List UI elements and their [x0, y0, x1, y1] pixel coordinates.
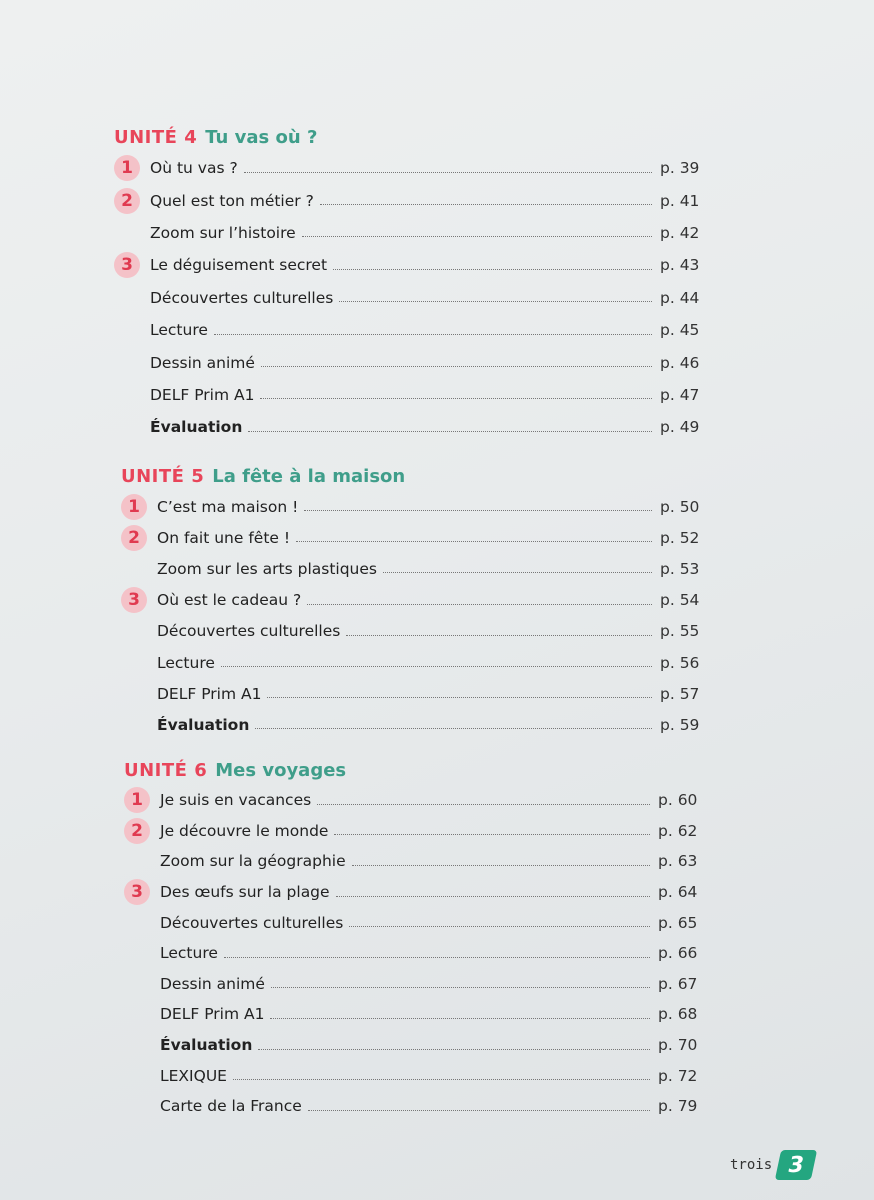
dot-leader	[352, 865, 650, 866]
dot-leader	[334, 834, 650, 835]
dot-leader	[214, 334, 652, 335]
entry-title: Dessin animé	[160, 974, 265, 993]
dot-leader	[270, 1018, 650, 1019]
entry-page: p. 79	[658, 1097, 698, 1116]
toc-entry[interactable]	[121, 152, 702, 184]
page-footer	[730, 1150, 814, 1180]
entry-title: On fait une fête !	[157, 528, 291, 547]
toc-entry[interactable]	[150, 314, 702, 346]
dot-leader	[383, 572, 652, 573]
entry-page: p. 57	[660, 684, 700, 703]
dot-leader	[308, 1110, 650, 1111]
dot-leader	[320, 204, 652, 205]
toc-entry[interactable]	[160, 938, 700, 969]
lesson-number-badge: 2	[124, 818, 150, 844]
entry-title: Découvertes culturelles	[157, 622, 341, 641]
dot-leader	[296, 541, 652, 542]
entry-title: Je découvre le monde	[160, 821, 329, 840]
entry-page: p. 67	[658, 974, 698, 993]
lesson-number-badge: 1	[121, 494, 147, 520]
unit-heading	[124, 755, 700, 785]
entry-page: p. 64	[658, 883, 698, 902]
page-number-badge: 3	[775, 1150, 817, 1180]
entry-page: p. 49	[660, 418, 700, 437]
entry-page: p. 72	[658, 1066, 698, 1085]
toc-entry[interactable]	[131, 816, 700, 847]
entry-title: Zoom sur les arts plastiques	[157, 559, 377, 578]
dot-leader	[307, 604, 652, 605]
entry-title: DELF Prim A1	[157, 684, 262, 703]
toc-entry[interactable]	[131, 785, 700, 816]
dot-leader	[244, 172, 652, 173]
toc-entry[interactable]	[150, 217, 702, 249]
entry-title: Le déguisement secret	[150, 256, 328, 275]
toc-entry[interactable]	[128, 491, 702, 522]
entry-page: p. 39	[660, 159, 700, 178]
entry-title: Des œufs sur la plage	[160, 883, 330, 902]
dot-leader	[271, 987, 650, 988]
entry-page: p. 65	[658, 913, 698, 932]
unit-title: Tu vas où ?	[205, 126, 318, 148]
entry-title: C’est ma maison !	[157, 497, 299, 516]
lesson-number-badge: 1	[114, 155, 140, 181]
unit-heading	[114, 122, 702, 152]
entry-page: p. 66	[658, 944, 698, 963]
dot-leader	[339, 301, 652, 302]
toc-entry[interactable]	[128, 522, 702, 553]
toc-entry[interactable]	[131, 877, 700, 908]
toc-entry[interactable]	[160, 1030, 700, 1061]
dot-leader	[221, 666, 652, 667]
dot-leader	[224, 957, 650, 958]
entry-title: Évaluation	[150, 418, 243, 437]
lesson-number-badge: 2	[121, 525, 147, 551]
entry-page: p. 50	[660, 497, 700, 516]
entry-page: p. 59	[660, 715, 700, 734]
unit-section	[114, 122, 702, 444]
lesson-number-badge: 3	[124, 879, 150, 905]
toc-entry[interactable]	[157, 678, 702, 709]
entry-title: Où est le cadeau ?	[157, 591, 302, 610]
entry-title: Lecture	[150, 321, 208, 340]
lesson-number-badge: 1	[124, 787, 150, 813]
toc-entry[interactable]	[150, 379, 702, 411]
entry-page: p. 62	[658, 821, 698, 840]
toc-entry[interactable]	[150, 282, 702, 314]
entry-page: p. 53	[660, 559, 700, 578]
entry-title: Carte de la France	[160, 1097, 302, 1116]
toc-entry[interactable]	[160, 1060, 700, 1091]
entry-title: Découvertes culturelles	[150, 288, 334, 307]
unit-label: UNITÉ 4	[114, 126, 198, 148]
entry-page: p. 70	[658, 1036, 698, 1055]
entry-title: Découvertes culturelles	[160, 913, 344, 932]
unit-title: La fête à la maison	[212, 465, 406, 487]
dot-leader	[258, 1049, 650, 1050]
entry-page: p. 55	[660, 622, 700, 641]
unit-section	[121, 461, 702, 741]
toc-entry[interactable]	[160, 907, 700, 938]
toc-entry[interactable]	[157, 553, 702, 584]
entry-title: Dessin animé	[150, 353, 255, 372]
entry-page: p. 47	[660, 385, 700, 404]
dot-leader	[267, 697, 652, 698]
toc-entry[interactable]	[128, 585, 702, 616]
toc-entry[interactable]	[157, 616, 702, 647]
entry-title: DELF Prim A1	[160, 1005, 265, 1024]
dot-leader	[233, 1079, 650, 1080]
unit-title: Mes voyages	[215, 759, 347, 781]
toc-entry[interactable]	[157, 647, 702, 678]
dot-leader	[260, 398, 652, 399]
dot-leader	[349, 926, 650, 927]
lesson-number-badge: 2	[114, 188, 140, 214]
dot-leader	[317, 804, 650, 805]
toc-entry[interactable]	[121, 249, 702, 281]
entry-title: Lecture	[160, 944, 218, 963]
entry-title: DELF Prim A1	[150, 385, 255, 404]
entry-page: p. 42	[660, 223, 700, 242]
entry-title: Évaluation	[157, 715, 250, 734]
entry-page: p. 54	[660, 591, 700, 610]
entry-page: p. 41	[660, 191, 700, 210]
dot-leader	[261, 366, 652, 367]
entry-page: p. 46	[660, 353, 700, 372]
entry-page: p. 45	[660, 321, 700, 340]
lesson-number-badge: 3	[121, 587, 147, 613]
dot-leader	[346, 635, 652, 636]
dot-leader	[255, 728, 652, 729]
entry-title: Quel est ton métier ?	[150, 191, 314, 210]
entry-page: p. 43	[660, 256, 700, 275]
unit-section	[124, 755, 700, 1122]
toc-entry[interactable]	[160, 969, 700, 1000]
toc-entry[interactable]	[150, 411, 702, 443]
entry-page: p. 56	[660, 653, 700, 672]
unit-label: UNITÉ 5	[121, 465, 205, 487]
entry-page: p. 63	[658, 852, 698, 871]
entry-page: p. 52	[660, 528, 700, 547]
toc-entry[interactable]	[150, 346, 702, 378]
entry-title: Zoom sur la géographie	[160, 852, 346, 871]
dot-leader	[304, 510, 652, 511]
toc-entry[interactable]	[157, 709, 702, 740]
dot-leader	[336, 896, 650, 897]
toc-entry[interactable]	[121, 184, 702, 216]
entry-page: p. 44	[660, 288, 700, 307]
entry-page: p. 68	[658, 1005, 698, 1024]
unit-heading	[121, 461, 702, 491]
dot-leader	[302, 236, 652, 237]
entry-title: LEXIQUE	[160, 1066, 227, 1085]
page-word: trois	[730, 1157, 773, 1173]
entry-page: p. 60	[658, 791, 698, 810]
entry-title: Lecture	[157, 653, 215, 672]
toc-entry[interactable]	[160, 846, 700, 877]
toc-entry[interactable]	[160, 999, 700, 1030]
entry-title: Je suis en vacances	[160, 791, 312, 810]
lesson-number-badge: 3	[114, 252, 140, 278]
dot-leader	[333, 269, 652, 270]
entry-title: Où tu vas ?	[150, 159, 238, 178]
toc-entry[interactable]	[160, 1091, 700, 1122]
unit-label: UNITÉ 6	[124, 759, 208, 781]
entry-title: Zoom sur l’histoire	[150, 223, 296, 242]
dot-leader	[248, 431, 652, 432]
entry-title: Évaluation	[160, 1036, 253, 1055]
